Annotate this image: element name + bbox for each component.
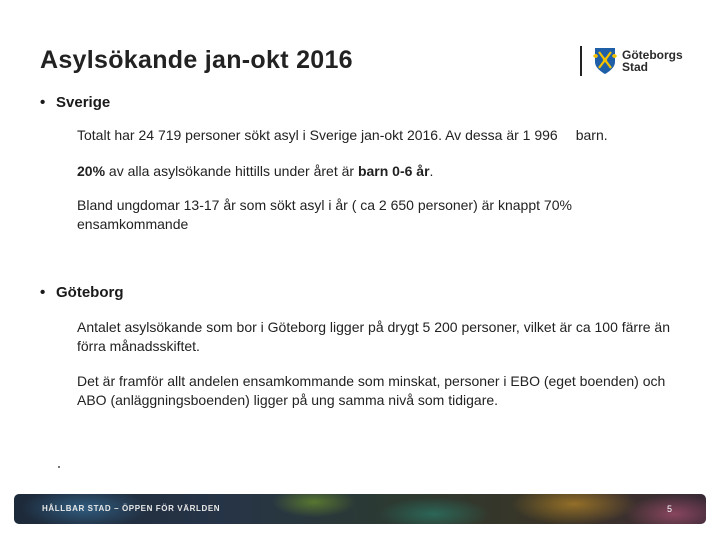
logo-wordmark bbox=[622, 49, 683, 73]
heading-label: Sverige bbox=[56, 94, 111, 111]
paragraph-sverige-share bbox=[77, 162, 692, 181]
decorative-dot bbox=[58, 466, 60, 468]
paragraph-text-end: barn. bbox=[575, 127, 608, 143]
paragraph-text: av alla asylsökande hittills under året är bbox=[105, 163, 358, 179]
bullet-dot: • bbox=[40, 94, 46, 111]
highlight-percent: 20% bbox=[77, 163, 106, 179]
section-heading-sverige bbox=[40, 94, 110, 111]
logo-line1: Göteborgs bbox=[622, 48, 683, 62]
footer-slogan: HÅLLBAR STAD – ÖPPEN FÖR VÄRLDEN bbox=[42, 504, 221, 513]
goteborgs-stad-logo bbox=[580, 44, 700, 78]
paragraph-sverige-youth: Bland ungdomar 13-17 år som sökt asyl i år ( ca 2 650 personer) är knappt 70% ensamkommande bbox=[77, 197, 572, 232]
logo-divider bbox=[580, 46, 582, 76]
paragraph-text-end: . bbox=[429, 163, 434, 179]
paragraph-text: Totalt har 24 719 personer sökt asyl i Sverige jan-okt 2016. Av dessa är 1 996 bbox=[77, 127, 558, 143]
page-title: Asylsökande jan-okt 2016 bbox=[40, 46, 353, 74]
page-number: 5 bbox=[666, 504, 672, 514]
paragraph-goteborg-count: Antalet asylsökande som bor i Göteborg ligger på drygt 5 200 personer, vilket är ca 100 färre än förra månadsskiftet. bbox=[77, 319, 671, 354]
logo-line2: Stad bbox=[622, 60, 649, 74]
footer-banner bbox=[14, 494, 706, 524]
paragraph-goteborg-unaccompanied: Det är framför allt andelen ensamkommande som minskat, personer i EBO (eget boenden) och ABO (anläggningsboenden) ligger på ung samma nivå som tidigare. bbox=[77, 373, 666, 408]
bullet-dot: • bbox=[40, 284, 46, 301]
highlight-age-group: barn 0-6 år bbox=[357, 163, 430, 179]
goteborg-crest-icon bbox=[592, 46, 618, 76]
paragraph-sverige-total bbox=[77, 126, 692, 145]
heading-label: Göteborg bbox=[56, 284, 124, 301]
section-heading-goteborg bbox=[40, 284, 124, 301]
